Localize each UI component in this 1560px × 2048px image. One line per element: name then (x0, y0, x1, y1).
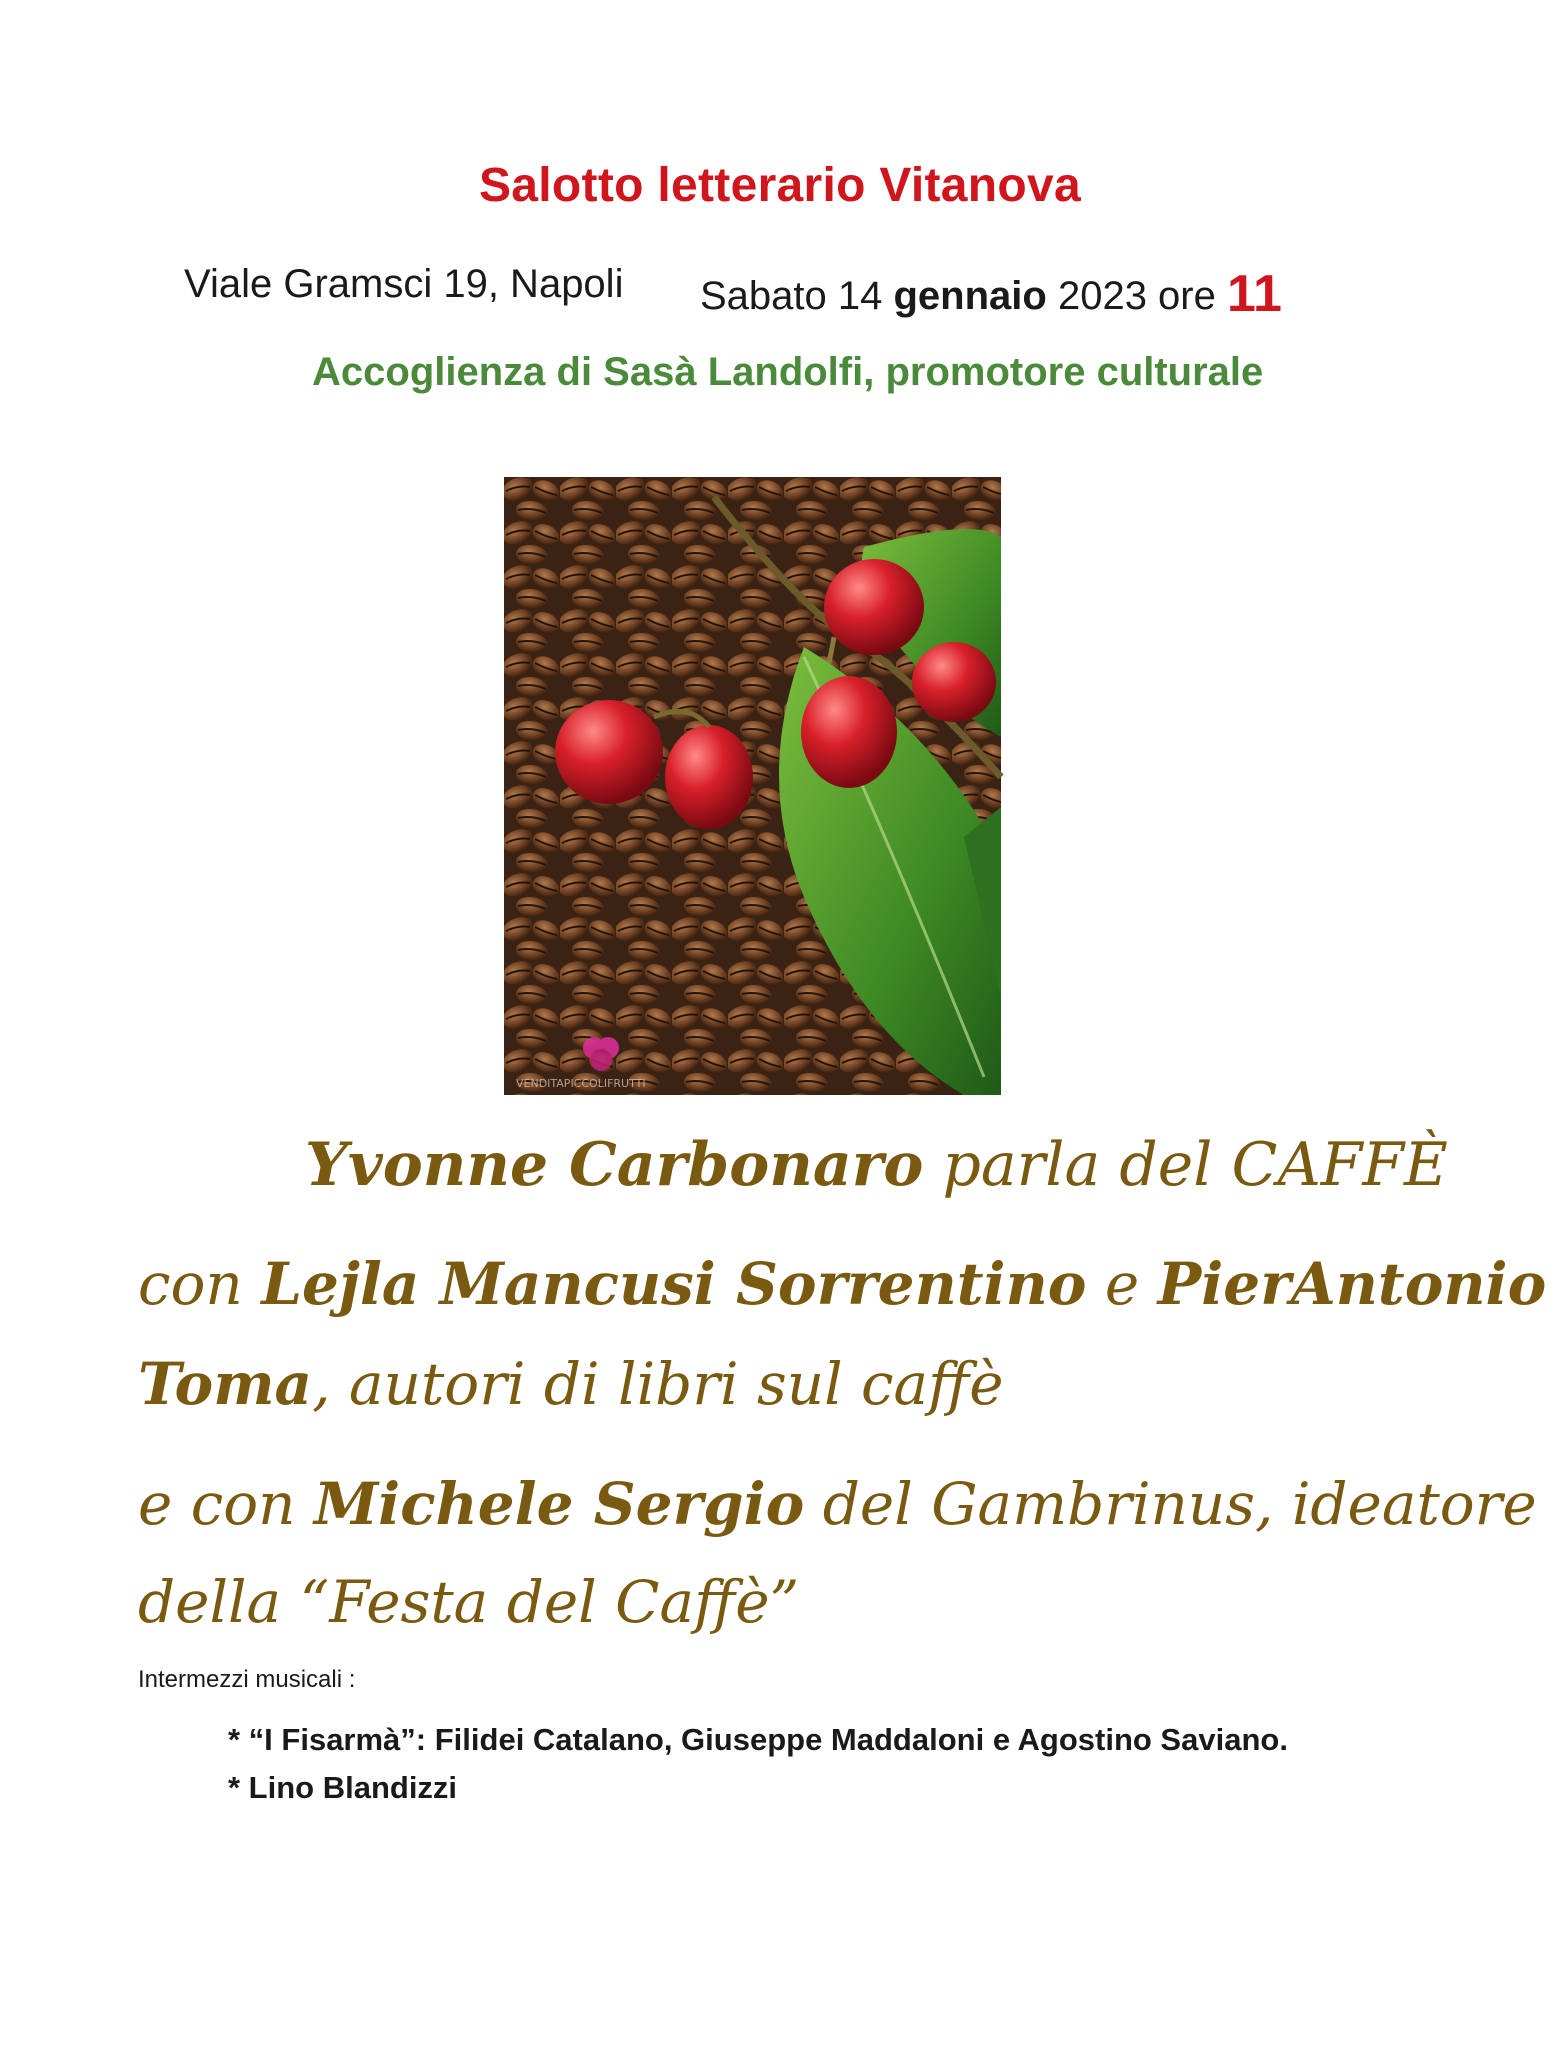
program-text: del Gambrinus, ideatore (804, 1470, 1537, 1538)
topic: CAFFÈ (1231, 1130, 1448, 1200)
coffee-beans-and-cherries-photo (504, 477, 1001, 1095)
program-line-3 (138, 1350, 1004, 1418)
date-prefix: Sabato 14 (700, 274, 894, 318)
music-item: * Lino Blandizzi (228, 1770, 458, 1805)
speaker-name: Yvonne Carbonaro (305, 1130, 924, 1200)
program-text: , autori di libri sul caffè (312, 1350, 1004, 1418)
program-text: e (1086, 1250, 1158, 1318)
guest-name-2: PierAntonio (1157, 1250, 1547, 1318)
music-item: * “I Fisarmà”: Filidei Catalano, Giuseppe Maddaloni e Agostino Saviano. (228, 1722, 1288, 1757)
event-hour: 11 (1226, 265, 1282, 323)
program-text: parla del (923, 1130, 1232, 1200)
photo-watermark: VENDITAPICCOLIFRUTTI (516, 1077, 646, 1090)
welcome-line: Accoglienza di Sasà Landolfi, promotore culturale (312, 350, 1264, 394)
program-line-1 (305, 1130, 1448, 1200)
event-title: Salotto letterario Vitanova (478, 159, 1082, 212)
event-address: Viale Gramsci 19, Napoli (184, 262, 624, 306)
guest-name-2-end: Toma (138, 1350, 313, 1418)
program-line-2 (138, 1250, 1546, 1318)
event-datetime (700, 262, 1282, 322)
music-label: Intermezzi musicali : (138, 1666, 356, 1693)
guest-name-3: Michele Sergio (313, 1470, 805, 1538)
guest-name-1: Lejla Mancusi Sorrentino (261, 1250, 1087, 1318)
program-line-4 (138, 1470, 1537, 1538)
date-suffix: 2023 ore (1046, 274, 1227, 318)
program-text: con (138, 1250, 262, 1318)
program-text: e con (138, 1470, 314, 1538)
program-line-5: della “Festa del Caffè” (138, 1568, 800, 1636)
date-month: gennaio (893, 274, 1047, 318)
